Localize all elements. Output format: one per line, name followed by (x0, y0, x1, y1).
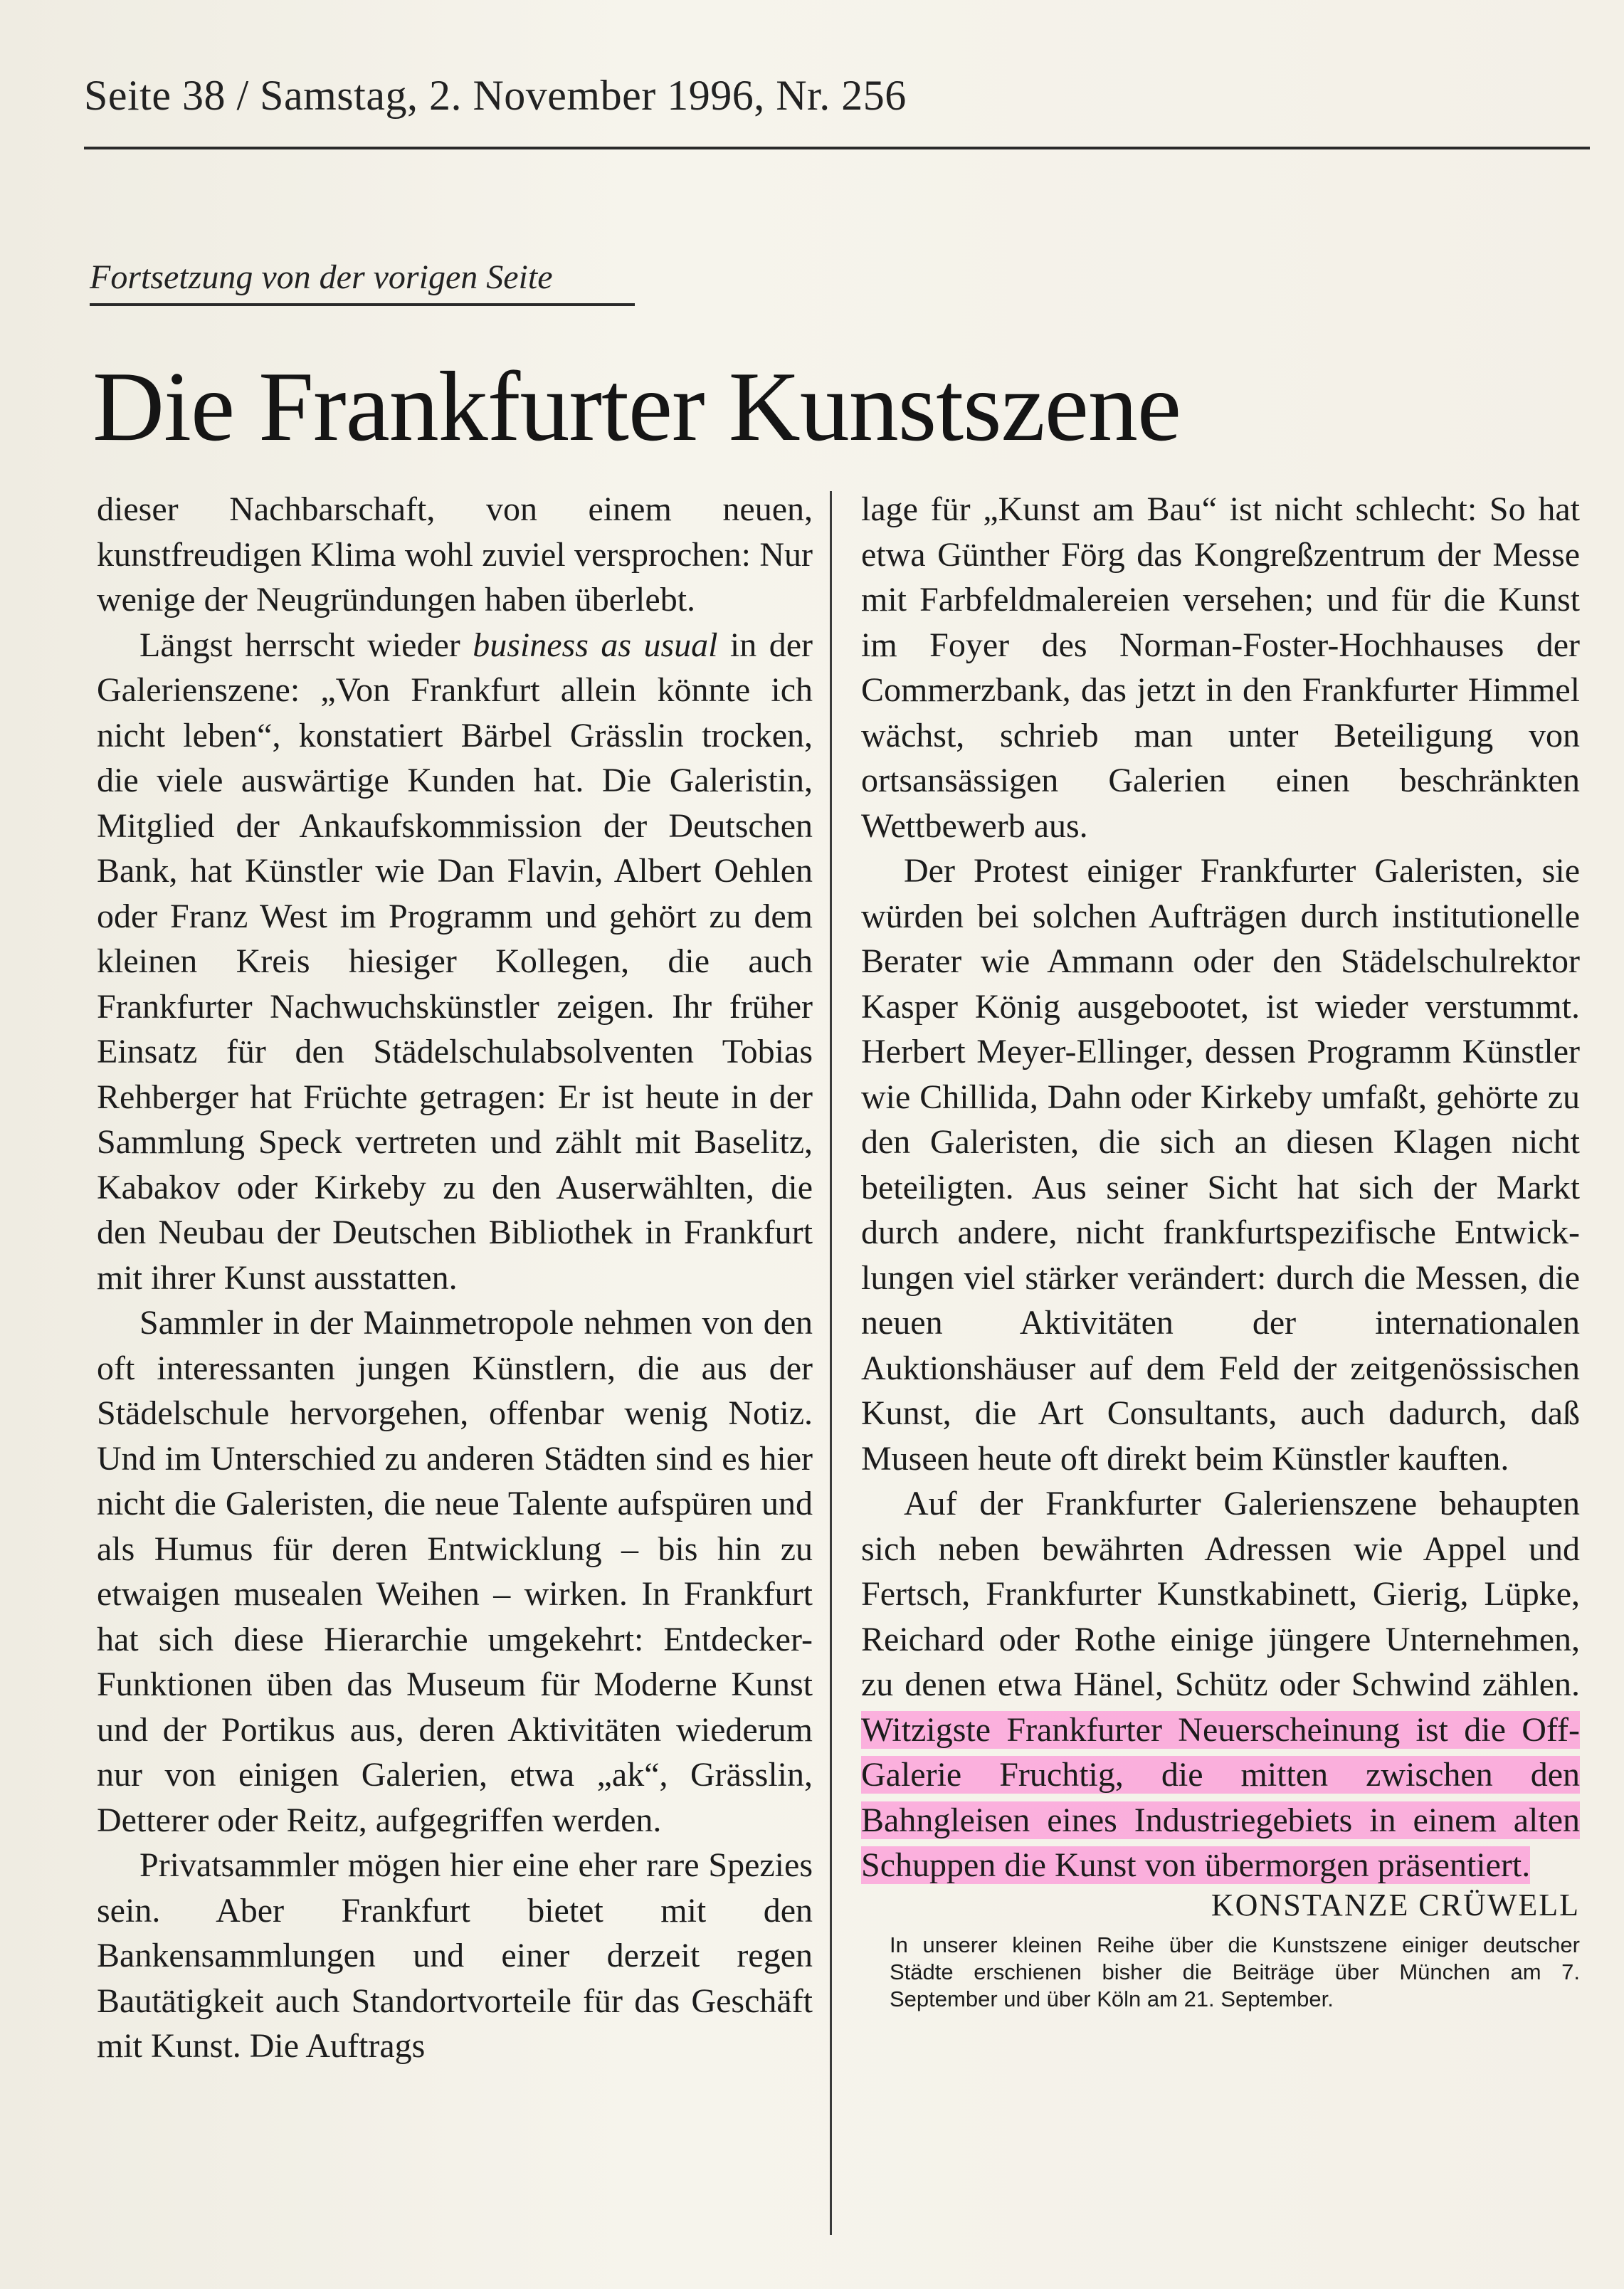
right-paragraph-3-text: Auf der Frankfurter Galerienszene behaupten sich neben bewährten Adressen wie Appel und Fertsch, Frankfurter Kunstkabinett, Gierig, Lüpke, Reichard oder Rothe einige jüngere Unternehmen, zu denen etwa Hänel, Schütz oder Schwind zählen. (861, 1485, 1580, 1703)
left-paragraph-2 (97, 623, 813, 1301)
left-paragraph-3: Sammler in der Mainmetropole nehmen von den oft interessanten jungen Künstlern, die aus der Städelschule hervorgehen, offenbar wenig Notiz. Und im Unterschied zu anderen Städten sind es hier nicht die Galeristen, die neue Talente aufspüren und als Humus für deren Entwicklung – bis hin zu etwaigen musealen Weihen – wirken. In Frankfurt hat sich diese Hierarchie umgekehrt: Entdecker-Funktionen üben das Museum für Moderne Kunst und der Portikus aus, deren Aktivitäten wiederum nur von einigen Galerien, etwa „ak“, Grässlin, Detterer oder Reitz, aufgegriffen werden. (97, 1304, 813, 1839)
left-paragraph-2-rest: in der Galerienszene: „Von Frankfurt allein könnte ich nicht leben“, konstatiert Bärbel Grässlin trocken, die viele auswärtige Kunden hat. Die Galeristin, Mitglied der Ankaufskommission der Deutschen Bank, hat Künstler wie Dan Flavin, Albert Oehlen oder Franz West im Programm und gehört zu dem kleinen Kreis hiesiger Kollegen, die auch Frankfurter Nachwuchskünstler zeigen. Ihr früher Einsatz für den Städelschulabsolventen Tobias Rehberger hat Früchte getragen: Er ist heute in der Sammlung Speck vertreten und zählt mit Baselitz, Kabakov oder Kirkeby zu den Auserwählten, die den Neubau der Deutschen Bibliothek in Frankfurt mit ihrer Kunst ausstatten. (97, 626, 813, 1297)
headline: Die Frankfurter Kunstszene (93, 352, 1181, 462)
header-rule (84, 147, 1590, 149)
left-paragraph-2-start: Längst herrscht wieder (139, 626, 473, 664)
left-paragraph-4: Privatsammler mögen hier eine eher rare Spezies sein. Aber Frankfurt bietet mit den Bankensammlungen und einer derzeit regen Bautätigkeit auch Standortvorteile für das Geschäft mit Kunst. Die Auftrags (97, 1846, 813, 2065)
right-paragraph-2: Der Protest einiger Frankfurter Galeristen, sie würden bei solchen Aufträgen durch institutionelle Berater wie Ammann oder den Städelschulrektor Kasper König ausgebootet, ist wieder verstummt. Herbert Meyer-Ellinger, dessen Programm Künstler wie Chillida, Dahn oder Kirkeby umfaßt, gehörte zu den Galeristen, die sich an diesen Klagen nicht beteiligten. Aus seiner Sicht hat sich der Markt durch andere, nicht frankfurtspezifische Entwicklungen viel stärker verändert: durch die Messen, die neuen Aktivitäten der internationalen Auktionshäuser auf dem Feld der zeitgenössischen Kunst, die Art Consultants, auch dadurch, daß Museen heute oft direkt beim Künstler kauften. (861, 852, 1580, 1478)
left-column (97, 487, 813, 2288)
right-paragraph-1: lage für „Kunst am Bau“ ist nicht schlecht: So hat etwa Günther Förg das Kongreßzentrum der Messe mit Farbfeldmalereien versehen; und für die Kunst im Foyer des Norman-Foster-Hochhauses der Commerzbank, das jetzt in den Frankfurter Himmel wächst, schrieb man unter Beteiligung von ortsansässigen Galerien einen beschränkten Wettbewerb aus. (861, 490, 1580, 845)
right-paragraph-3 (861, 1481, 1580, 1888)
highlighted-text: Witzigste Frankfurter Neuerscheinung ist die Off-Galerie Fruchtig, die mitten zwischen den Bahngleisen eines Industriegebiets in einem alten Schuppen die Kunst von übermorgen präsentiert. (861, 1710, 1580, 1884)
series-note: In unserer kleinen Reihe über die Kunstszene einiger deutscher Städte erschienen bisher die Beiträge über München am 7. September und über Köln am 21. September. (890, 1932, 1580, 2011)
kicker: Fortsetzung von der vorigen Seite (90, 258, 553, 296)
right-column (861, 487, 1580, 2288)
left-paragraph-1: dieser Nachbarschaft, von einem neuen, kunstfreudigen Klima wohl zuviel versprochen: Nur wenige der Neugründungen haben überlebt. (97, 490, 813, 619)
column-divider (830, 491, 832, 2235)
author-byline: KONSTANZE CRÜWELL (1211, 1887, 1580, 1922)
italic-phrase: business as usual (473, 626, 718, 664)
dateline: Seite 38 / Samstag, 2. November 1996, Nr. 256 (84, 72, 907, 119)
kicker-rule (90, 303, 635, 306)
